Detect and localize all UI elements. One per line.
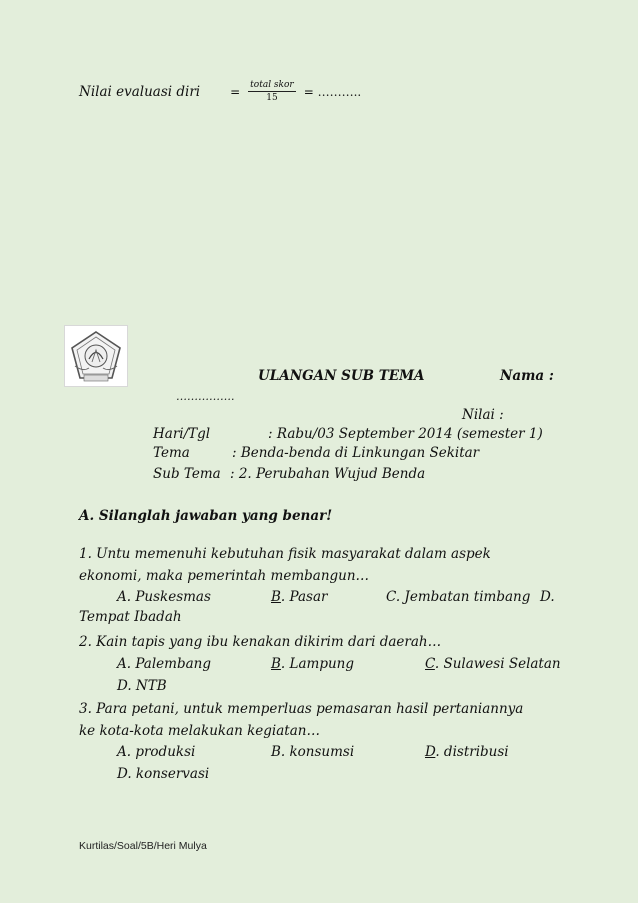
question-2-option-c-text: . Sulawesi Selatan xyxy=(434,656,561,672)
question-3-option-b: B. konsumsi xyxy=(271,744,355,760)
name-label: Nama : xyxy=(500,368,554,384)
question-3-option-d: D. konservasi xyxy=(117,766,210,782)
subtheme-value: : 2. Perubahan Wujud Benda xyxy=(230,466,426,482)
self-evaluation-formula xyxy=(79,80,361,103)
question-1-option-c: C. Jembatan timbang xyxy=(386,589,531,605)
question-1-line-1: 1. Untu memenuhi kebutuhan fisik masyarakat dalam aspek xyxy=(79,546,491,562)
score-label: Nilai : xyxy=(462,407,504,423)
question-3-option-c-letter: D xyxy=(425,744,436,760)
question-2-option-c-letter: C xyxy=(425,656,435,672)
formula-fraction xyxy=(248,80,296,103)
question-2-option-b-text: . Lampung xyxy=(280,656,354,672)
question-3-option-c xyxy=(425,744,509,760)
formula-label: Nilai evaluasi diri xyxy=(79,83,201,100)
question-2-option-b xyxy=(271,656,354,672)
question-3-option-c-text: . distribusi xyxy=(435,744,509,760)
page-footer: Kurtilas/Soal/5B/Heri Mulya xyxy=(79,840,207,852)
question-1-option-d-text: Tempat Ibadah xyxy=(79,609,182,625)
question-3-line-1: 3. Para petani, untuk memperluas pemasaran hasil pertaniannya xyxy=(79,701,524,717)
question-2-option-d: D. NTB xyxy=(117,678,167,694)
question-1-option-b-text: . Pasar xyxy=(280,589,328,605)
name-fill-dots: ……………. xyxy=(176,390,235,403)
formula-equals: = xyxy=(230,84,241,99)
formula-denominator: 15 xyxy=(266,93,278,103)
question-3-line-2: ke kota-kota melakukan kegiatan… xyxy=(79,723,320,739)
question-2-option-c xyxy=(425,656,561,672)
question-1-line-2: ekonomi, maka pemerintah membangun… xyxy=(79,568,370,584)
question-1-option-b xyxy=(271,589,327,605)
exam-title: ULANGAN SUB TEMA xyxy=(258,368,425,384)
section-a-instruction: A. Silanglah jawaban yang benar! xyxy=(79,508,333,524)
question-2-line-1: 2. Kain tapis yang ibu kenakan dikirim dari daerah… xyxy=(79,634,442,650)
date-label: Hari/Tgl xyxy=(153,426,211,442)
question-2-option-b-letter: B xyxy=(271,656,281,672)
subtheme-label: Sub Tema xyxy=(153,466,221,482)
formula-numerator: total skor xyxy=(250,80,294,90)
theme-value: : Benda-benda di Linkungan Sekitar xyxy=(232,445,480,461)
question-1-option-d: D. xyxy=(540,589,555,605)
date-value: : Rabu/03 September 2014 (semester 1) xyxy=(268,426,543,442)
formula-result: = ……….. xyxy=(303,84,362,99)
school-emblem-logo xyxy=(64,325,128,387)
question-1-option-a: A. Puskesmas xyxy=(117,589,211,605)
question-3-option-a: A. produksi xyxy=(117,744,196,760)
question-2-option-a: A. Palembang xyxy=(117,656,211,672)
theme-label: Tema xyxy=(153,445,190,461)
question-1-option-b-letter: B xyxy=(271,589,281,605)
